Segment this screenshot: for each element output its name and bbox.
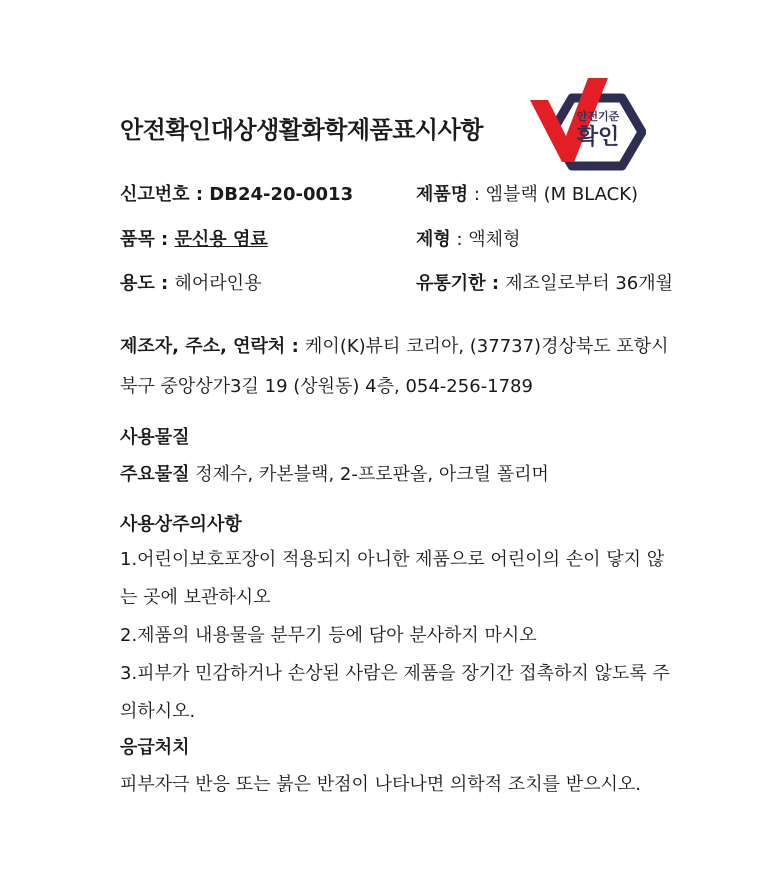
substances-heading: 사용물질 bbox=[120, 427, 190, 448]
cautions-heading: 사용상주의사항 bbox=[120, 514, 242, 535]
badge-line2: 확인 bbox=[576, 124, 620, 149]
product-name-label: 제품명 bbox=[416, 184, 469, 205]
report-number-label: 신고번호 : bbox=[120, 184, 210, 205]
use-value: 헤어라인용 bbox=[174, 273, 262, 294]
caution-line: 2.제품의 내용물을 분무기 등에 담아 분사하지 마시오 bbox=[120, 625, 537, 646]
manufacturer-line-2: 북구 중앙상가3길 19 (상원동) 4층, 054-256-1789 bbox=[120, 376, 533, 397]
expiry-row bbox=[416, 269, 673, 295]
expiry-value: 제조일로부터 36개월 bbox=[505, 273, 674, 294]
report-number-row bbox=[120, 180, 353, 206]
manufacturer-value-1: 케이(K)뷰티 코리아, (37737)경상북도 포항시 bbox=[305, 336, 669, 357]
caution-line: 1.어린이보호포장이 적용되지 아니한 제품으로 어린이의 손이 닿지 않 bbox=[120, 549, 665, 570]
substances-line bbox=[120, 460, 549, 486]
item-value: 문신용 염료 bbox=[174, 229, 268, 250]
item-row bbox=[120, 225, 268, 251]
first-aid-text: 피부자극 반응 또는 붉은 반점이 나타나면 의학적 조치를 받으시오. bbox=[120, 774, 641, 795]
substances-value: 정제수, 카본블랙, 2-프로판올, 아크릴 폴리머 bbox=[189, 464, 549, 485]
form-row bbox=[416, 225, 520, 251]
product-name-row bbox=[416, 180, 638, 206]
manufacturer-label: 제조자, 주소, 연락처 : bbox=[120, 336, 306, 357]
use-label: 용도 : bbox=[120, 273, 175, 294]
form-value: : 액체형 bbox=[450, 229, 521, 250]
item-label: 품목 : bbox=[120, 229, 175, 250]
badge-line1: 안전기준 bbox=[576, 111, 620, 123]
substances-label: 주요물질 bbox=[120, 464, 190, 485]
safety-confirmed-badge bbox=[526, 70, 646, 180]
product-name-value: : 엠블랙 (M BLACK) bbox=[468, 184, 639, 205]
first-aid-heading: 응급처치 bbox=[120, 737, 190, 758]
page-title: 안전확인대상생활화학제품표시사항 bbox=[120, 116, 483, 144]
form-label: 제형 bbox=[416, 229, 451, 250]
caution-line: 의하시오. bbox=[120, 701, 196, 722]
expiry-label: 유통기한 : bbox=[416, 273, 506, 294]
caution-line: 는 곳에 보관하시오 bbox=[120, 587, 271, 608]
report-number-value: DB24-20-0013 bbox=[209, 184, 354, 205]
caution-line: 3.피부가 민감하거나 손상된 사람은 제품을 장기간 접촉하지 않도록 주 bbox=[120, 663, 670, 684]
use-row bbox=[120, 269, 261, 295]
manufacturer-line-1 bbox=[120, 332, 669, 358]
